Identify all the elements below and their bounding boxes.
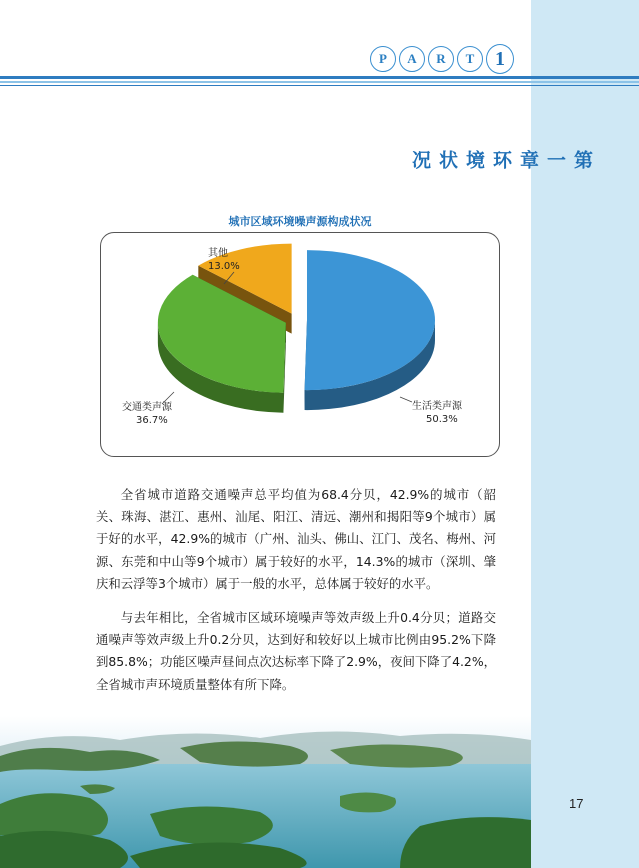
chapter-char: 一	[544, 150, 566, 173]
part-letter: T	[457, 46, 483, 72]
chart-title: 城市区域环境噪声源构成状况	[228, 215, 372, 228]
header-rule-bottom	[0, 85, 639, 86]
header-rule-top	[0, 76, 639, 79]
chapter-char: 境	[463, 150, 485, 173]
body-paragraph: 与去年相比，全省城市区域环境噪声等效声级上升0.4分贝；道路交通噪声等效声级上升0.2分贝，达到好和较好以上城市比例由95.2%下降到85.8%；功能区噪声昼间点次达标率下降了2.9%，夜间下降了4.2%，全省城市声环境质量整体有所下降。	[96, 610, 496, 692]
slice-label: 生活类声源	[412, 401, 462, 412]
slice-percent-label: 13.0%	[208, 261, 240, 272]
chapter-sidebar	[531, 0, 639, 868]
slice-leader-line	[400, 397, 412, 402]
slice-label: 交通类声源	[122, 402, 172, 413]
part-letter: P	[370, 46, 396, 72]
slice-percent-label: 50.3%	[426, 414, 458, 425]
slice-label: 其他	[208, 248, 228, 259]
chapter-char: 况	[409, 150, 431, 173]
chapter-char: 状	[436, 150, 458, 173]
lake-landscape-image	[0, 716, 531, 868]
chapter-title	[409, 150, 596, 173]
chapter-char: 环	[490, 150, 512, 173]
slice-percent-label: 36.7%	[136, 415, 168, 426]
chapter-char: 章	[517, 150, 539, 173]
part-letter: A	[399, 46, 425, 72]
page-number: 17	[569, 796, 584, 811]
chapter-char: 第	[571, 150, 593, 173]
part-letter: R	[428, 46, 454, 72]
body-paragraph: 全省城市道路交通噪声总平均值为68.4分贝，42.9%的城市（韶关、珠海、湛江、惠州、汕尾、阳江、清远、潮州和揭阳等9个城市）属于好的水平，42.9%的城市（广州、汕头、佛山、江门、茂名、梅州、河源、东莞和中山等9个城市）属于较好的水平，14.3%的城市（深圳、肇庆和云浮等3个城市）属于一般的水平，总体属于较好的水平。	[96, 487, 496, 591]
pie-chart	[100, 232, 498, 455]
header-rule-mid	[0, 81, 639, 83]
part-number: 1	[486, 44, 514, 74]
